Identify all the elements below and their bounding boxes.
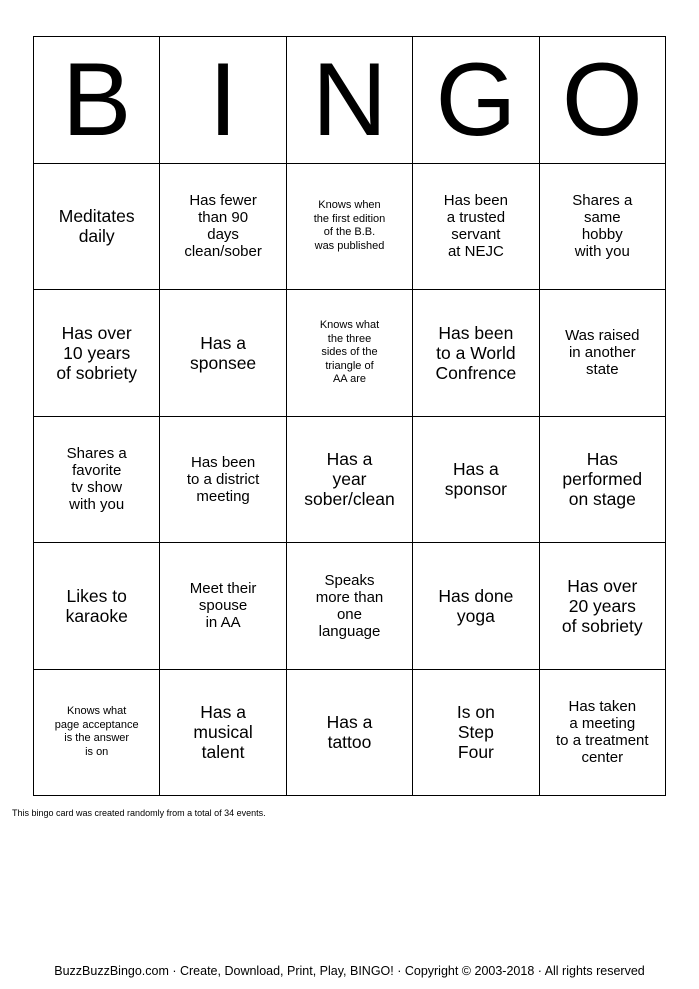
header-letter-b: B bbox=[34, 37, 160, 164]
bingo-square: Has taken a meeting to a treatment center bbox=[540, 670, 666, 797]
bingo-square: Has over 10 years of sobriety bbox=[34, 290, 160, 417]
bingo-square: Has done yoga bbox=[413, 543, 539, 670]
bingo-square: Likes to karaoke bbox=[34, 543, 160, 670]
bingo-square: Has been to a district meeting bbox=[160, 417, 286, 544]
bingo-square: Has been a trusted servant at NEJC bbox=[413, 164, 539, 291]
bingo-square: Has a sponsor bbox=[413, 417, 539, 544]
bingo-square: Meditates daily bbox=[34, 164, 160, 291]
bingo-square: Has been to a World Confrence bbox=[413, 290, 539, 417]
bingo-square: Has over 20 years of sobriety bbox=[540, 543, 666, 670]
header-letter-g: G bbox=[413, 37, 539, 164]
bingo-square: Shares a favorite tv show with you bbox=[34, 417, 160, 544]
header-letter-n: N bbox=[287, 37, 413, 164]
bingo-square: Has a musical talent bbox=[160, 670, 286, 797]
header-letter-o: O bbox=[540, 37, 666, 164]
bingo-square: Has a tattoo bbox=[287, 670, 413, 797]
bingo-square: Has a year sober/clean bbox=[287, 417, 413, 544]
header-letter-i: I bbox=[160, 37, 286, 164]
bingo-card bbox=[33, 36, 666, 796]
bingo-square: Speaks more than one language bbox=[287, 543, 413, 670]
bingo-square: Was raised in another state bbox=[540, 290, 666, 417]
page-footer: BuzzBuzzBingo.com · Create, Download, Print, Play, BINGO! · Copyright © 2003-2018 · All rights reserved bbox=[54, 964, 645, 978]
bingo-square: Knows what page acceptance is the answer is on bbox=[34, 670, 160, 797]
bingo-square: Meet their spouse in AA bbox=[160, 543, 286, 670]
bingo-square: Is on Step Four bbox=[413, 670, 539, 797]
card-note: This bingo card was created randomly from a total of 34 events. bbox=[12, 808, 266, 818]
bingo-square: Has fewer than 90 days clean/sober bbox=[160, 164, 286, 291]
bingo-square: Has a sponsee bbox=[160, 290, 286, 417]
bingo-square: Knows when the first edition of the B.B. was published bbox=[287, 164, 413, 291]
bingo-square: Shares a same hobby with you bbox=[540, 164, 666, 291]
bingo-square: Knows what the three sides of the triangle of AA are bbox=[287, 290, 413, 417]
bingo-square: Has performed on stage bbox=[540, 417, 666, 544]
